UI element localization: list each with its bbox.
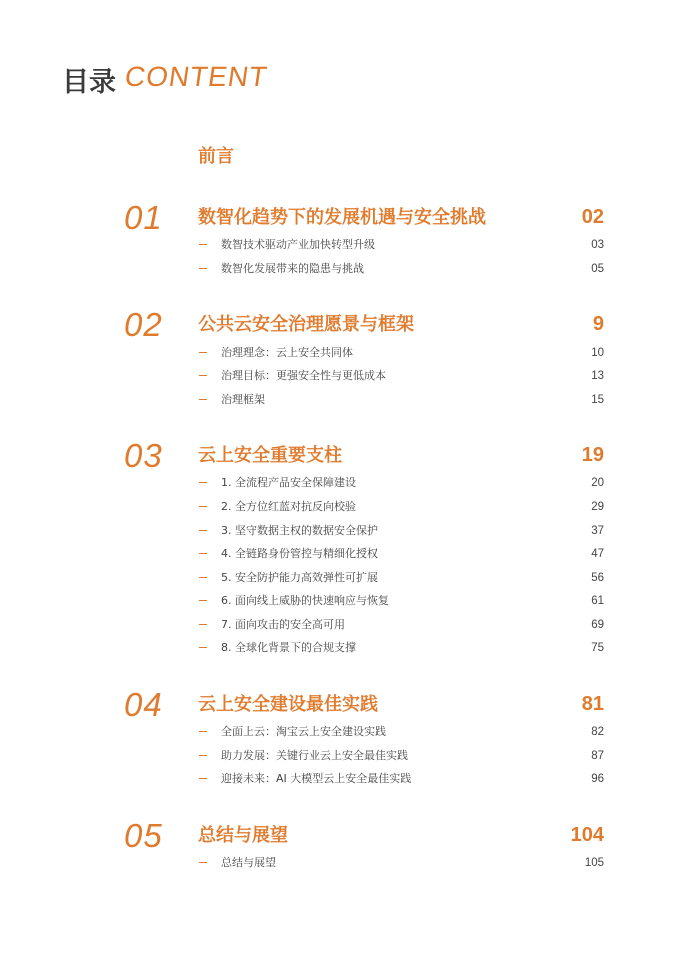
dash-icon: [199, 375, 207, 376]
toc-item-label: 8. 全球化背景下的合规支撑: [221, 641, 356, 654]
toc-item-page: 05: [591, 263, 604, 275]
toc-item-label: 治理目标：更强安全性与更低成本: [221, 369, 386, 382]
toc-item-page: 13: [591, 370, 604, 382]
toc-item-label: 6. 面向线上威胁的快速响应与恢复: [221, 594, 389, 607]
section-title-link[interactable]: 云上安全建设最佳实践: [198, 694, 378, 715]
dash-icon: [199, 482, 207, 483]
toc-item-page: 61: [591, 595, 604, 607]
toc-item-label: 总结与展望: [221, 856, 276, 869]
dash-icon: [199, 647, 207, 648]
toc-item[interactable]: [0, 770, 680, 788]
dash-icon: [199, 624, 207, 625]
toc-item-label: 5. 安全防护能力高效弹性可扩展: [221, 571, 378, 584]
toc-item-label: 7. 面向攻击的安全高可用: [221, 618, 345, 631]
section-number: 04: [124, 686, 163, 723]
toc-item-page: 47: [591, 548, 604, 560]
toc-item-page: 03: [591, 239, 604, 251]
section-title-link[interactable]: 公共云安全治理愿景与框架: [198, 314, 414, 335]
toc-item-page: 96: [591, 773, 604, 785]
toc-item-label: 治理框架: [221, 393, 265, 406]
toc-item[interactable]: [0, 723, 680, 741]
toc-item[interactable]: [0, 474, 680, 492]
toc-item-page: 82: [591, 726, 604, 738]
dash-icon: [199, 530, 207, 531]
section-page-number: 104: [570, 824, 604, 846]
toc-item-page: 87: [591, 750, 604, 762]
toc-item[interactable]: [0, 391, 680, 409]
toc-item[interactable]: [0, 344, 680, 362]
toc-item[interactable]: [0, 522, 680, 540]
toc-item[interactable]: [0, 854, 680, 872]
toc-item[interactable]: [0, 545, 680, 563]
section-number: 02: [124, 306, 163, 343]
dash-icon: [199, 862, 207, 863]
toc-item-label: 迎接未来：AI 大模型云上安全最佳实践: [221, 772, 412, 785]
toc-item[interactable]: [0, 367, 680, 385]
section-page-number: 02: [581, 206, 604, 228]
dash-icon: [199, 778, 207, 779]
section-number: 05: [124, 817, 163, 854]
toc-item-page: 29: [591, 501, 604, 513]
toc-item-label: 数智技术驱动产业加快转型升级: [221, 238, 375, 251]
toc-item-page: 75: [591, 642, 604, 654]
toc-preface-link[interactable]: 前言: [198, 146, 234, 167]
section-title-link[interactable]: 云上安全重要支柱: [198, 445, 342, 466]
dash-icon: [199, 600, 207, 601]
toc-item[interactable]: [0, 616, 680, 634]
toc-item-page: 56: [591, 572, 604, 584]
toc-item-page: 20: [591, 477, 604, 489]
section-page-number: 81: [581, 693, 604, 715]
toc-item-label: 治理理念：云上安全共同体: [221, 346, 353, 359]
section-number: 01: [124, 199, 163, 236]
toc-item-label: 1. 全流程产品安全保障建设: [221, 476, 356, 489]
section-title-link[interactable]: 数智化趋势下的发展机遇与安全挑战: [198, 207, 486, 228]
toc-item[interactable]: [0, 747, 680, 765]
toc-item[interactable]: [0, 569, 680, 587]
toc-item-label: 4. 全链路身份管控与精细化授权: [221, 547, 378, 560]
toc-item[interactable]: [0, 236, 680, 254]
dash-icon: [199, 244, 207, 245]
dash-icon: [199, 268, 207, 269]
page-title-en: CONTENT: [122, 61, 270, 92]
dash-icon: [199, 399, 207, 400]
dash-icon: [199, 553, 207, 554]
toc-item[interactable]: [0, 592, 680, 610]
toc-item-label: 助力发展：关键行业云上安全最佳实践: [221, 749, 408, 762]
dash-icon: [199, 577, 207, 578]
toc-item-label: 全面上云：淘宝云上安全建设实践: [221, 725, 386, 738]
toc-item-page: 69: [591, 619, 604, 631]
section-number: 03: [124, 437, 163, 474]
toc-item[interactable]: [0, 639, 680, 657]
section-page-number: 19: [581, 444, 604, 466]
toc-item-label: 3. 坚守数据主权的数据安全保护: [221, 524, 378, 537]
dash-icon: [199, 506, 207, 507]
toc-item-label: 数智化发展带来的隐患与挑战: [221, 262, 364, 275]
toc-item-page: 10: [591, 347, 604, 359]
page-title: 目录: [62, 67, 116, 98]
toc-item-page: 105: [584, 857, 604, 869]
section-page-number: 9: [592, 313, 604, 335]
section-title-link[interactable]: 总结与展望: [198, 825, 288, 846]
toc-item-label: 2. 全方位红蓝对抗反向校验: [221, 500, 356, 513]
dash-icon: [199, 352, 207, 353]
dash-icon: [199, 731, 207, 732]
toc-item[interactable]: [0, 260, 680, 278]
toc-item-page: 15: [591, 394, 604, 406]
dash-icon: [199, 755, 207, 756]
toc-item-page: 37: [591, 525, 604, 537]
toc-item[interactable]: [0, 498, 680, 516]
